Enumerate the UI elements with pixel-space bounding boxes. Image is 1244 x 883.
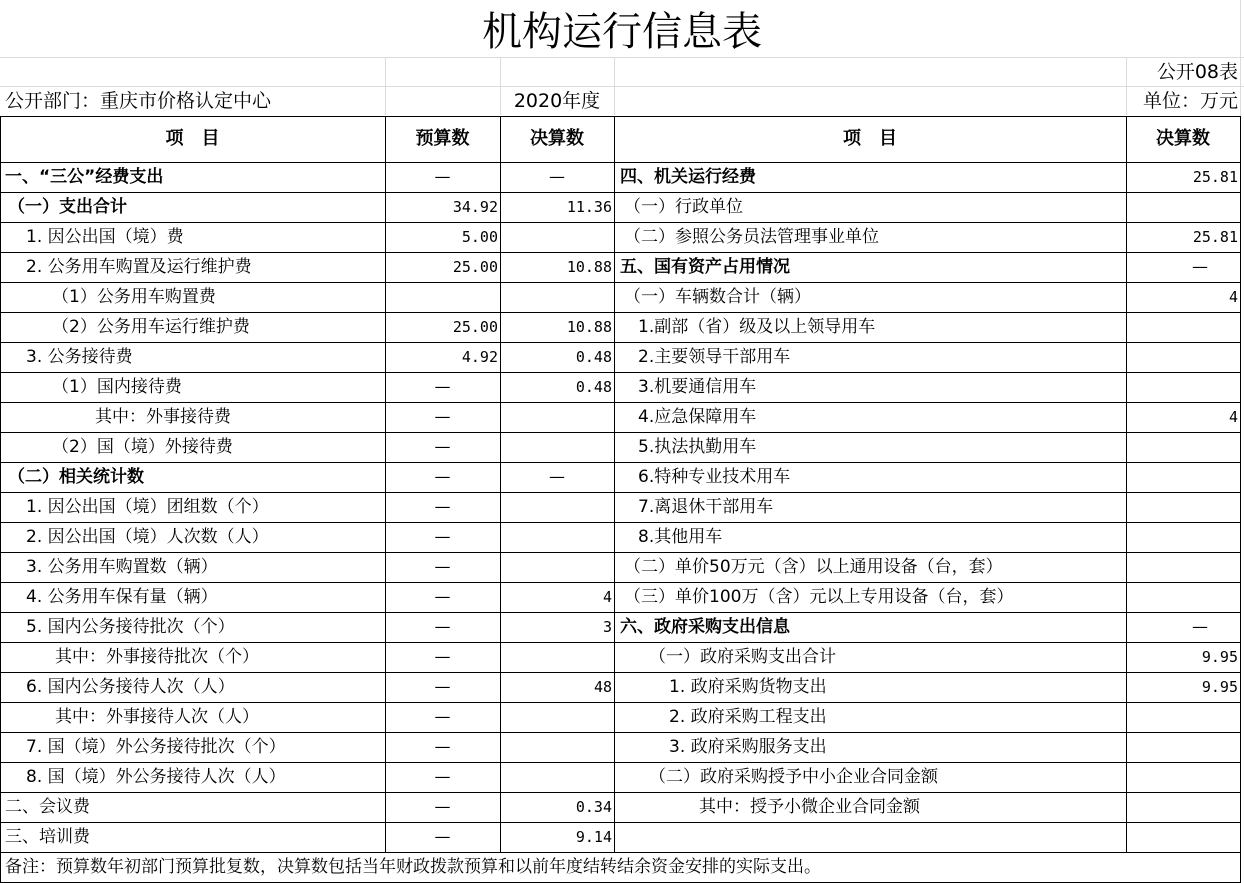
row-item-label: 1. 因公出国（境）团组数（个） — [26, 497, 269, 517]
row-item-label: 3. 公务接待费 — [26, 347, 133, 367]
row-item-label: （一）支出合计 — [8, 197, 127, 217]
row-final-value-right: — — [1192, 617, 1208, 636]
row-final-value — [500, 552, 614, 582]
row-budget-value: — — [434, 737, 451, 756]
unit-label: 单位：万元 — [1142, 90, 1238, 112]
row-budget-value: — — [434, 677, 451, 696]
department-label: 公开部门：重庆市价格认定中心 — [5, 90, 272, 112]
row-final-value-right — [1126, 492, 1240, 522]
row-item-label-right: （二）政府采购授予中小企业合同金额 — [649, 767, 938, 787]
row-budget-value: 34.92 — [452, 198, 498, 216]
row-budget-value: — — [434, 527, 451, 546]
row-final-value: 48 — [593, 678, 612, 696]
row-final-value-right: 25.81 — [1192, 228, 1238, 246]
row-budget-value: — — [434, 617, 451, 636]
header-final: 决算数 — [530, 128, 584, 149]
header-final-right: 决算数 — [1156, 128, 1210, 149]
row-final-value-right — [1126, 372, 1240, 402]
row-budget-value — [385, 282, 500, 312]
row-item-label-right: 1. 政府采购货物支出 — [669, 677, 827, 697]
row-item-label-right: 六、政府采购支出信息 — [620, 617, 790, 637]
row-final-value: 0.48 — [575, 348, 612, 366]
row-item-label: 其中：外事接待人次（人） — [55, 707, 259, 727]
row-budget-value: — — [434, 587, 451, 606]
row-item-label-right: 四、机关运行经费 — [620, 167, 756, 187]
row-item-label: 5. 国内公务接待批次（个） — [26, 617, 235, 637]
row-item-label: 7. 国（境）外公务接待批次（个） — [26, 737, 286, 757]
row-item-label: 2. 因公出国（境）人次数（人） — [26, 527, 269, 547]
row-final-value — [500, 492, 614, 522]
row-final-value-right — [1126, 822, 1240, 852]
row-item-label: （1）国内接待费 — [52, 377, 182, 397]
row-budget-value: — — [434, 377, 451, 396]
row-item-label: 4. 公务用车保有量（辆） — [26, 587, 218, 607]
row-item-label: （1）公务用车购置费 — [52, 287, 216, 307]
row-budget-value: — — [434, 407, 451, 426]
row-final-value — [500, 732, 614, 762]
row-item-label-right: （二）单价50万元（含）以上通用设备（台，套） — [624, 557, 1003, 577]
row-final-value-right: — — [1192, 257, 1208, 276]
row-item-label-right: 3.机要通信用车 — [638, 377, 757, 397]
row-budget-value: — — [434, 707, 451, 726]
row-final-value — [500, 282, 614, 312]
row-budget-value: — — [434, 167, 451, 186]
row-final-value-right — [1126, 732, 1240, 762]
row-final-value-right — [1126, 582, 1240, 612]
footnote: 备注：预算数年初部门预算批复数，决算数包括当年财政拨款预算和以前年度结转结余资金安排的实际支出。 — [5, 857, 821, 877]
row-final-value: 4 — [602, 588, 612, 606]
row-final-value-right — [1126, 462, 1240, 492]
row-item-label-right: 1.副部（省）级及以上领导用车 — [638, 317, 876, 337]
row-item-label-right: 5.执法执勤用车 — [638, 437, 757, 457]
row-final-value — [500, 642, 614, 672]
grid-line — [1240, 0, 1241, 116]
row-final-value-right: 25.81 — [1192, 168, 1238, 186]
row-final-value-right — [1126, 342, 1240, 372]
row-budget-value: — — [434, 797, 451, 816]
row-item-label-right: （一）政府采购支出合计 — [649, 647, 836, 667]
row-budget-value: — — [434, 767, 451, 786]
row-item-label: （2）国（境）外接待费 — [52, 437, 233, 457]
row-final-value-right — [1126, 312, 1240, 342]
grid-line — [385, 57, 386, 115]
row-item-label: 三、培训费 — [5, 827, 90, 847]
row-budget-value: — — [434, 647, 451, 666]
row-final-value — [500, 762, 614, 792]
row-item-label-right: 五、国有资产占用情况 — [620, 257, 790, 277]
row-final-value — [500, 402, 614, 432]
row-final-value: 0.34 — [575, 798, 612, 816]
row-final-value-right — [1126, 762, 1240, 792]
grid-line — [614, 57, 615, 115]
row-budget-value: 4.92 — [461, 348, 498, 366]
row-item-label-right: （二）参照公务员法管理事业单位 — [624, 227, 879, 247]
row-final-value-right — [1126, 552, 1240, 582]
row-final-value: — — [549, 167, 565, 186]
row-final-value-right: 4 — [1228, 408, 1238, 426]
row-final-value-right — [1126, 432, 1240, 462]
row-final-value: — — [549, 467, 565, 486]
row-item-label: 二、会议费 — [5, 797, 90, 817]
row-item-label-right: （三）单价100万（含）元以上专用设备（台，套） — [624, 587, 1014, 607]
row-item-label: 其中：外事接待批次（个） — [55, 647, 259, 667]
row-final-value: 10.88 — [566, 258, 612, 276]
row-item-label: 3. 公务用车购置数（辆） — [26, 557, 218, 577]
row-final-value: 0.48 — [575, 378, 612, 396]
row-final-value-right — [1126, 192, 1240, 222]
row-budget-value: — — [434, 497, 451, 516]
row-budget-value: — — [434, 467, 451, 486]
table-number: 公开08表 — [1156, 61, 1238, 83]
row-item-label-right: 4.应急保障用车 — [638, 407, 757, 427]
header-budget: 预算数 — [415, 128, 470, 149]
page-title: 机构运行信息表 — [482, 9, 762, 55]
row-item-label-right: 2. 政府采购工程支出 — [669, 707, 827, 727]
row-budget-value: 25.00 — [452, 318, 498, 336]
row-final-value-right — [1126, 522, 1240, 552]
row-final-value: 10.88 — [566, 318, 612, 336]
row-item-label: 6. 国内公务接待人次（人） — [26, 677, 235, 697]
row-final-value-right — [1126, 792, 1240, 822]
row-item-label-right: （一）车辆数合计（辆） — [624, 287, 811, 307]
row-final-value: 3 — [602, 618, 612, 636]
row-item-label-right: 其中：授予小微企业合同金额 — [699, 797, 920, 817]
fiscal-year: 2020年度 — [513, 90, 601, 112]
row-budget-value: — — [434, 437, 451, 456]
table-border-right — [1240, 116, 1241, 883]
row-final-value: 9.14 — [575, 828, 612, 846]
row-item-label: 8. 国（境）外公务接待人次（人） — [26, 767, 286, 787]
header-item-right: 项 目 — [843, 128, 897, 149]
row-final-value — [500, 702, 614, 732]
row-final-value-right — [1126, 702, 1240, 732]
grid-line — [0, 57, 1244, 58]
row-item-label: 一、“三公”经费支出 — [5, 167, 164, 187]
row-budget-value: 25.00 — [452, 258, 498, 276]
row-final-value: 11.36 — [566, 198, 612, 216]
row-budget-value: 5.00 — [461, 228, 498, 246]
row-item-label-right: 8.其他用车 — [638, 527, 723, 547]
row-item-label-right: 7.离退休干部用车 — [638, 497, 774, 517]
row-item-label-right — [614, 822, 1126, 852]
row-final-value — [500, 522, 614, 552]
row-item-label-right: 2.主要领导干部用车 — [638, 347, 791, 367]
row-final-value-right: 4 — [1228, 288, 1238, 306]
row-item-label: 2. 公务用车购置及运行维护费 — [26, 257, 252, 277]
row-budget-value: — — [434, 557, 451, 576]
row-item-label-right: （一）行政单位 — [624, 197, 743, 217]
row-final-value — [500, 432, 614, 462]
row-item-label: （2）公务用车运行维护费 — [52, 317, 250, 337]
row-final-value-right: 9.95 — [1201, 678, 1238, 696]
row-final-value — [500, 222, 614, 252]
row-item-label: 其中：外事接待费 — [95, 407, 231, 427]
header-item: 项 目 — [165, 128, 220, 149]
row-item-label: 1. 因公出国（境）费 — [26, 227, 184, 247]
row-item-label: （二）相关统计数 — [8, 467, 144, 487]
row-final-value-right: 9.95 — [1201, 648, 1238, 666]
row-budget-value: — — [434, 827, 451, 846]
row-item-label-right: 6.特种专业技术用车 — [638, 467, 791, 487]
row-item-label-right: 3. 政府采购服务支出 — [669, 737, 827, 757]
